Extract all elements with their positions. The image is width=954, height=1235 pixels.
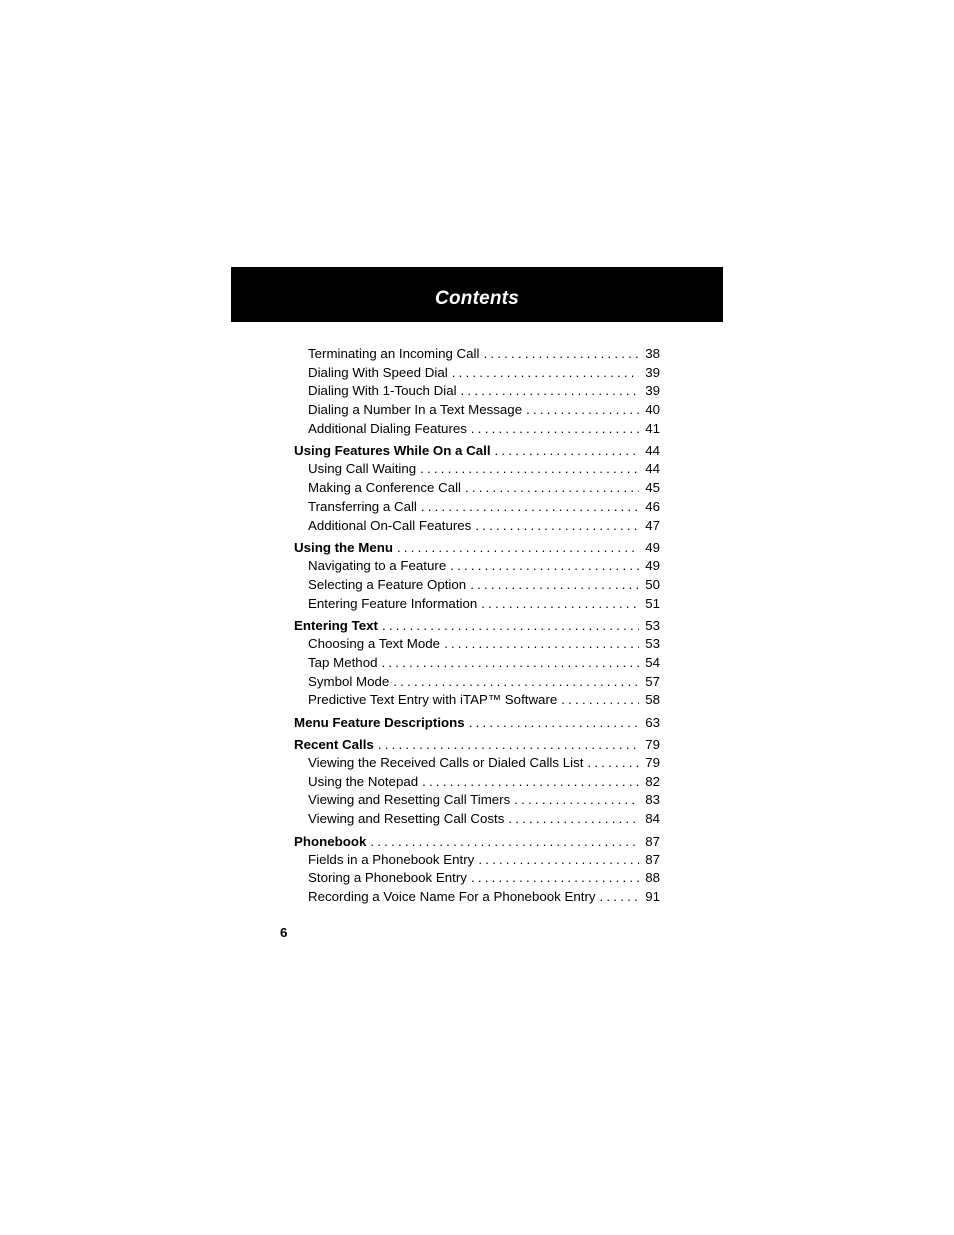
dot-leader bbox=[470, 576, 639, 595]
dot-leader bbox=[471, 869, 639, 888]
dot-leader bbox=[452, 364, 639, 383]
dot-leader bbox=[370, 832, 639, 851]
toc-entry[interactable] bbox=[294, 382, 660, 401]
toc-entry-label: Additional Dialing Features bbox=[308, 420, 467, 436]
dot-leader bbox=[381, 654, 639, 673]
toc-entry-page: 88 bbox=[645, 870, 660, 886]
toc-entry-page: 87 bbox=[645, 833, 660, 849]
page-number: 6 bbox=[280, 925, 288, 940]
toc-entry-page: 49 bbox=[645, 558, 660, 574]
toc-entry-label: Viewing the Received Calls or Dialed Calls List bbox=[308, 755, 584, 770]
toc-entry-label: Using Call Waiting bbox=[308, 461, 417, 477]
toc-entry-page: 38 bbox=[645, 346, 660, 361]
toc-section bbox=[294, 345, 660, 438]
toc-entry-label: Predictive Text Entry with iTAP™ Software bbox=[308, 692, 558, 708]
toc-entry-page: 83 bbox=[645, 792, 660, 808]
toc-entry[interactable] bbox=[294, 498, 660, 517]
toc-section bbox=[294, 441, 660, 535]
toc-section bbox=[294, 616, 660, 710]
dot-leader bbox=[469, 713, 639, 732]
table-of-contents bbox=[294, 345, 660, 907]
toc-entry-page: 82 bbox=[645, 773, 660, 789]
toc-entry-label: Fields in a Phonebook Entry bbox=[308, 851, 475, 867]
toc-entry-page: 79 bbox=[645, 737, 660, 752]
toc-heading-entry[interactable] bbox=[294, 735, 660, 754]
dot-leader bbox=[378, 735, 639, 754]
toc-entry-page: 44 bbox=[645, 443, 660, 459]
toc-entry[interactable] bbox=[294, 576, 660, 595]
toc-entry-label: Dialing With 1-Touch Dial bbox=[308, 383, 457, 399]
dot-leader bbox=[422, 773, 639, 792]
dot-leader bbox=[600, 888, 639, 907]
toc-entry-page: 84 bbox=[645, 811, 660, 827]
toc-entry-label: Selecting a Feature Option bbox=[308, 576, 467, 592]
toc-entry-label: Additional On-Call Features bbox=[308, 517, 472, 533]
toc-section bbox=[294, 538, 660, 613]
toc-entry[interactable] bbox=[294, 654, 660, 673]
dot-leader bbox=[475, 517, 639, 536]
dot-leader bbox=[421, 498, 639, 517]
toc-entry-page: 53 bbox=[645, 618, 660, 634]
dot-leader bbox=[561, 691, 639, 710]
toc-entry-page: 44 bbox=[645, 461, 660, 477]
toc-entry-label: Navigating to a Feature bbox=[308, 558, 447, 574]
toc-entry-page: 58 bbox=[645, 692, 660, 708]
toc-entry[interactable] bbox=[294, 888, 660, 907]
toc-entry-label: Choosing a Text Mode bbox=[308, 636, 441, 652]
toc-entry[interactable] bbox=[294, 557, 660, 576]
toc-entry[interactable] bbox=[294, 345, 660, 364]
toc-entry-label: Entering Feature Information bbox=[308, 595, 478, 611]
contents-header-bar bbox=[231, 267, 723, 322]
dot-leader bbox=[444, 635, 639, 654]
toc-entry[interactable] bbox=[294, 635, 660, 654]
toc-entry-label: Viewing and Resetting Call Timers bbox=[308, 792, 511, 808]
toc-entry-label: Recording a Voice Name For a Phonebook Entry bbox=[308, 889, 596, 905]
toc-entry[interactable] bbox=[294, 773, 660, 792]
toc-entry[interactable] bbox=[294, 810, 660, 829]
toc-entry-label: Making a Conference Call bbox=[308, 480, 461, 496]
toc-entry-label: Using the Notepad bbox=[308, 773, 419, 789]
toc-entry[interactable] bbox=[294, 791, 660, 810]
dot-leader bbox=[508, 810, 639, 829]
toc-entry[interactable] bbox=[294, 754, 660, 773]
toc-entry-page: 41 bbox=[645, 420, 660, 436]
toc-entry[interactable] bbox=[294, 673, 660, 692]
dot-leader bbox=[461, 382, 639, 401]
toc-heading-entry[interactable] bbox=[294, 616, 660, 635]
toc-entry[interactable] bbox=[294, 517, 660, 536]
dot-leader bbox=[465, 479, 639, 498]
toc-entry[interactable] bbox=[294, 479, 660, 498]
toc-heading-entry[interactable] bbox=[294, 832, 660, 851]
toc-entry-page: 39 bbox=[645, 383, 660, 399]
dot-leader bbox=[382, 616, 639, 635]
toc-entry-page: 46 bbox=[645, 498, 660, 514]
toc-section bbox=[294, 713, 660, 732]
toc-entry-page: 40 bbox=[645, 402, 660, 418]
toc-entry-label: Using Features While On a Call bbox=[294, 443, 491, 459]
toc-entry-page: 79 bbox=[645, 755, 660, 770]
toc-entry-label: Recent Calls bbox=[294, 737, 374, 752]
dot-leader bbox=[587, 754, 639, 773]
toc-heading-entry[interactable] bbox=[294, 538, 660, 557]
toc-entry-page: 54 bbox=[645, 654, 660, 670]
toc-section bbox=[294, 832, 660, 907]
toc-entry[interactable] bbox=[294, 460, 660, 479]
toc-entry-page: 47 bbox=[645, 517, 660, 533]
toc-entry-label: Transferring a Call bbox=[308, 498, 417, 514]
toc-entry-label: Dialing With Speed Dial bbox=[308, 364, 448, 380]
toc-entry-page: 39 bbox=[645, 364, 660, 380]
toc-entry-label: Viewing and Resetting Call Costs bbox=[308, 811, 505, 827]
page-title: Contents bbox=[435, 288, 519, 309]
toc-entry-label: Entering Text bbox=[294, 618, 378, 634]
toc-entry-page: 87 bbox=[645, 851, 660, 867]
toc-entry[interactable] bbox=[294, 595, 660, 614]
toc-entry-page: 49 bbox=[645, 540, 660, 556]
dot-leader bbox=[471, 420, 639, 439]
toc-entry-page: 45 bbox=[645, 480, 660, 496]
toc-entry-page: 57 bbox=[645, 673, 660, 689]
toc-heading-entry[interactable] bbox=[294, 441, 660, 460]
toc-entry-label: Terminating an Incoming Call bbox=[308, 346, 480, 361]
toc-section bbox=[294, 735, 660, 829]
dot-leader bbox=[526, 401, 639, 420]
toc-entry-label: Storing a Phonebook Entry bbox=[308, 870, 467, 886]
toc-entry-label: Dialing a Number In a Text Message bbox=[308, 402, 523, 418]
toc-entry-page: 51 bbox=[645, 595, 660, 611]
toc-heading-entry[interactable] bbox=[294, 713, 660, 732]
toc-entry-label: Tap Method bbox=[308, 654, 378, 670]
toc-entry-page: 53 bbox=[645, 636, 660, 652]
toc-entry-page: 91 bbox=[645, 889, 660, 905]
dot-leader bbox=[478, 851, 639, 870]
dot-leader bbox=[495, 441, 639, 460]
dot-leader bbox=[420, 460, 639, 479]
toc-entry-label: Symbol Mode bbox=[308, 673, 390, 689]
toc-entry[interactable] bbox=[294, 869, 660, 888]
toc-entry-page: 63 bbox=[645, 715, 660, 730]
toc-entry-label: Menu Feature Descriptions bbox=[294, 715, 465, 730]
dot-leader bbox=[450, 557, 639, 576]
toc-entry[interactable] bbox=[294, 401, 660, 420]
dot-leader bbox=[397, 538, 639, 557]
toc-entry[interactable] bbox=[294, 691, 660, 710]
toc-entry[interactable] bbox=[294, 851, 660, 870]
toc-entry-label: Using the Menu bbox=[294, 540, 393, 556]
dot-leader bbox=[393, 673, 639, 692]
toc-entry[interactable] bbox=[294, 420, 660, 439]
dot-leader bbox=[514, 791, 639, 810]
toc-entry-label: Phonebook bbox=[294, 833, 367, 849]
toc-entry-page: 50 bbox=[645, 576, 660, 592]
toc-entry[interactable] bbox=[294, 364, 660, 383]
dot-leader bbox=[481, 595, 639, 614]
dot-leader bbox=[483, 345, 639, 364]
